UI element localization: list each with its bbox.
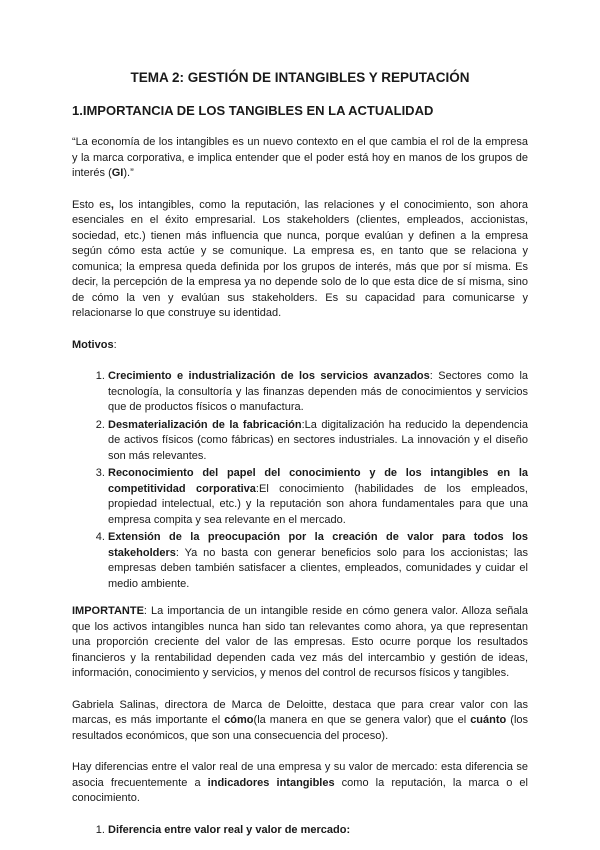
document-title: TEMA 2: GESTIÓN DE INTANGIBLES Y REPUTACIÓN [130,70,470,85]
diferencias-paragraph: Hay diferencias entre el valor real de una empresa y su valor de mercado: esta diferencia se asocia frecuentemente a indicadores intangibles como la reputación, la marca o el conocimiento. [72,761,528,804]
section-heading: 1.IMPORTANCIA DE LOS TANGIBLES EN LA ACTUALIDAD [72,102,434,118]
document-page [72,70,528,850]
intro-paragraph: Esto es, los intangibles, como la reputación, las relaciones y el conocimiento, son ahora esenciales en el éxito empresarial. Los stakeholders (clientes, empleados, accionistas, sociedad, etc.) tienen más influencia que nunca, porque evalúan y definen a la empresa según cómo esta actúe y se comunique. La empresa es, en tanto que se relaciona y comunica; la empresa queda definida por los grupos de interés, más que por sí misma. Es decir, la percepción de la empresa ya no depende solo de lo que esta dice de sí misma, sino de cómo la ven y evalúan sus stakeholders. Es su capacidad para comunicarse y relacionarse lo que construye su identidad. [72,198,528,319]
sub-list [72,823,528,839]
salinas-paragraph: Gabriela Salinas, directora de Marca de Deloitte, destaca que para crear valor con las marcas, es más importante el cómo(la manera en que se genera valor) que el cuánto (los resultados económicos, que son una consecuencia del proceso). [72,698,529,742]
list-item: 4. Extensión de la preocupación por la creación de valor para todos los stakeholders: Ya no basta con generar beneficios solo para los accionistas; las empresas deben también satisfacer a clientes, empleados, comunidades y cuidar el medio ambiente. [108,530,528,592]
quote-paragraph: “La economía de los intangibles es un nuevo contexto en el que cambia el rol de la empresa y la marca corporativa, e implica entender que el poder está hoy en manos de los grupos de interés (GI).” [72,136,528,179]
list-item: 2. Desmaterialización de la fabricación:La digitalización ha reducido la dependencia de activos físicos (como fábricas) en sectores industriales. La innovación y el diseño son más relevantes. [108,418,528,465]
list-item: 3. Reconocimiento del papel del conocimiento y de los intangibles en la competitividad corporativa:El conocimiento (habilidades de los empleados, propiedad intelectual, etc.) y la reputación son ahora fundamentales para que una empresa compita y sea relevante en el mercado. [108,466,528,528]
importante-paragraph: IMPORTANTE: La importancia de un intangible reside en cómo genera valor. Alloza señala que los activos intangibles nunca han sido tan relevantes como ahora, ya que representan una proporción creciente del valor de las empresas. Esto ocurre porque los resultados financieros y la rentabilidad dependen cada vez más del intercambio y gestión de ideas, información, conocimiento y servicios, y menos del control de recursos físicos y tangibles. [72,605,528,679]
motivos-label: Motivos: [72,338,117,351]
list-item: 1. Diferencia entre valor real y valor de mercado: [108,823,528,839]
motivos-list [72,369,528,592]
list-item: 1. Crecimiento e industrialización de los servicios avanzados: Sectores como la tecnología, la consultoría y las finanzas dependen más de conocimientos y servicios que de productos físicos o manufactura. [108,369,528,416]
